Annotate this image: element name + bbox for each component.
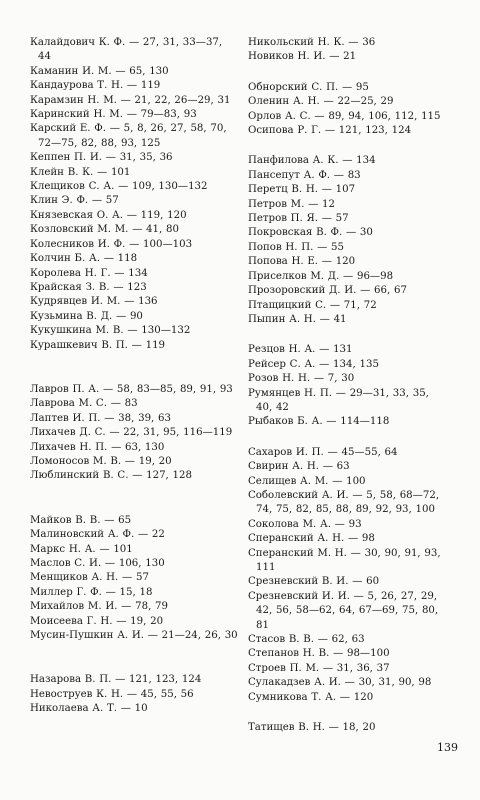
index-entry: Татищев В. Н. — 18, 20: [248, 722, 376, 734]
index-entry: Стасов В. В. — 62, 63: [248, 634, 365, 646]
index-entry: Лаптев И. П. — 38, 39, 63: [30, 412, 171, 424]
index-entry: Майков В. В. — 65: [30, 514, 132, 526]
index-entry: Приселков М. Д. — 96—98: [248, 270, 394, 282]
page-number: 139: [437, 741, 458, 754]
index-entry: Михайлов М. И. — 78, 79: [30, 601, 169, 613]
index-entry: Сумникова Т. А. — 120: [248, 691, 374, 703]
index-entry: Крайская З. В. — 123: [30, 281, 147, 293]
index-entry: Клейн В. К. — 101: [30, 166, 131, 178]
index-entry: Соболевский А. И. — 5, 58, 68—72, 74, 75, 82, 85, 88, 89, 92, 93, 100: [248, 489, 440, 516]
index-entry: Перетц В. Н. — 107: [248, 184, 356, 196]
index-entry: Кудрявцев И. М. — 136: [30, 296, 158, 308]
index-entry: Пансепут А. Ф. — 83: [248, 169, 361, 181]
index-entry: Строев П. М. — 31, 36, 37: [248, 662, 390, 674]
index-entry: Моисеева Г. Н. — 19, 20: [30, 615, 164, 627]
index-entry: Сахаров И. П. — 45—55, 64: [248, 446, 398, 458]
index-entry: Колесников И. Ф. — 100—103: [30, 238, 193, 250]
index-entry: Ломоносов М. В. — 19, 20: [30, 455, 172, 467]
index-entry: Колчин Б. А. — 118: [30, 253, 138, 265]
index-entry: Новиков Н. И. — 21: [248, 51, 357, 63]
index-entry: Клещиков С. А. — 109, 130—132: [30, 181, 208, 193]
index-entry: Петров М. — 12: [248, 198, 335, 210]
index-entry: Каринский Н. М. — 79—83, 93: [30, 109, 197, 121]
index-entry: Калайдович К. Ф. — 27, 31, 33—37, 44: [30, 37, 223, 63]
index-entry: Румянцев Н. П. — 29—31, 33, 35, 40, 42: [248, 387, 429, 413]
index-entry: Никольский Н. К. — 36: [248, 37, 376, 48]
index-entry: Свирин А. Н. — 63: [248, 461, 350, 473]
index-entry: Резцов Н. А. — 131: [248, 344, 353, 356]
left-column: [30, 36, 238, 733]
index-entry: Клин Э. Ф. — 57: [30, 195, 119, 207]
index-entry: Покровская В. Ф. — 30: [248, 227, 373, 239]
index-entry: Срезневский И. И. — 5, 26, 27, 29, 42, 56, 58—62, 64, 67—69, 75, 80, 81: [248, 590, 439, 631]
index-group: [30, 673, 238, 716]
index-entry: Розов Н. Н. — 7, 30: [248, 373, 355, 385]
index-entry: Кукушкина М. В. — 130—132: [30, 325, 191, 337]
index-entry: Мусин-Пушкин А. И. — 21—24, 26, 30: [30, 630, 238, 642]
index-entry: Рейсер С. А. — 134, 135: [248, 358, 379, 370]
index-entry: Каманин И. М. — 65, 130: [30, 65, 169, 77]
index-entry: Миллер Г. Ф. — 15, 18: [30, 586, 153, 598]
index-entry: Маркс Н. А. — 101: [30, 543, 133, 555]
index-entry: Карский Е. Ф. — 5, 8, 26, 27, 58, 70, 72—75, 82, 88, 93, 125: [30, 123, 227, 149]
index-entry: Сулакадзев А. И. — 30, 31, 90, 98: [248, 677, 432, 689]
index-entry: Прозоровский Д. И. — 66, 67: [248, 285, 407, 297]
index-group: [248, 36, 448, 65]
index-entry: Петров П. Я. — 57: [248, 213, 349, 225]
index-entry: Панфилова А. К. — 134: [248, 155, 376, 167]
index-entry: Люблинский В. С. — 127, 128: [30, 470, 192, 482]
index-entry: Малиновский А. Ф. — 22: [30, 529, 165, 541]
index-entry: Невоструев К. Н. — 45, 55, 56: [30, 688, 194, 700]
index-entry: Лаврова М. С. — 83: [30, 398, 138, 410]
index-entry: Сперанский М. Н. — 30, 90, 91, 93, 111: [248, 547, 441, 573]
index-group: [248, 81, 448, 139]
index-group: [30, 514, 238, 644]
index-entry: Обнорский С. П. — 95: [248, 81, 369, 93]
index-entry: Орлов А. С. — 89, 94, 106, 112, 115: [248, 110, 441, 122]
index-entry: Осипова Р. Г. — 121, 123, 124: [248, 125, 412, 137]
index-entry: Селищев А. М. — 100: [248, 475, 366, 487]
index-entry: Назарова В. П. — 121, 123, 124: [30, 674, 202, 686]
index-entry: Лавров П. А. — 58, 83—85, 89, 91, 93: [30, 383, 233, 395]
index-entry: Карамзин Н. М. — 21, 22, 26—29, 31: [30, 94, 231, 106]
index-entry: Лихачев Н. П. — 63, 130: [30, 441, 165, 453]
index-entry: Лихачев Д. С. — 22, 31, 95, 116—119: [30, 427, 233, 439]
index-entry: Кеппен П. И. — 31, 35, 36: [30, 152, 173, 164]
index-group: [248, 343, 448, 429]
index-entry: Курашкевич В. П. — 119: [30, 339, 166, 351]
index-group: [248, 446, 448, 705]
index-entry: Менщиков А. Н. — 57: [30, 572, 149, 584]
index-group: [30, 383, 238, 484]
index-entry: Степанов Н. В. — 98—100: [248, 648, 390, 660]
index-entry: Оленин А. Н. — 22—25, 29: [248, 96, 394, 108]
index-entry: Николаева А. Т. — 10: [30, 703, 148, 715]
index-entry: Кандаурова Т. Н. — 119: [30, 80, 161, 92]
index-entry: Попова Н. Е. — 120: [248, 256, 356, 268]
index-group: [248, 154, 448, 327]
index-entry: Рыбаков Б. А. — 114—118: [248, 416, 390, 428]
index-entry: Князевская О. А. — 119, 120: [30, 209, 187, 221]
index-entry: Соколова М. А. — 93: [248, 518, 362, 530]
index-entry: Кузьмина В. Д. — 90: [30, 310, 143, 322]
index-group: [248, 721, 448, 735]
right-column: [248, 36, 448, 751]
index-group: [30, 36, 238, 353]
index-entry: Сперанский А. Н. — 98: [248, 533, 375, 545]
index-entry: Срезневский В. И. — 60: [248, 576, 380, 588]
index-entry: Маслов С. И. — 106, 130: [30, 558, 165, 569]
index-entry: Пыпин А. Н. — 41: [248, 313, 347, 325]
index-entry: Попов Н. П. — 55: [248, 241, 345, 253]
index-entry: Козловский М. М. — 41, 80: [30, 224, 179, 236]
index-entry: Птащицкий С. — 71, 72: [248, 299, 377, 311]
index-entry: Королева Н. Г. — 134: [30, 267, 148, 279]
